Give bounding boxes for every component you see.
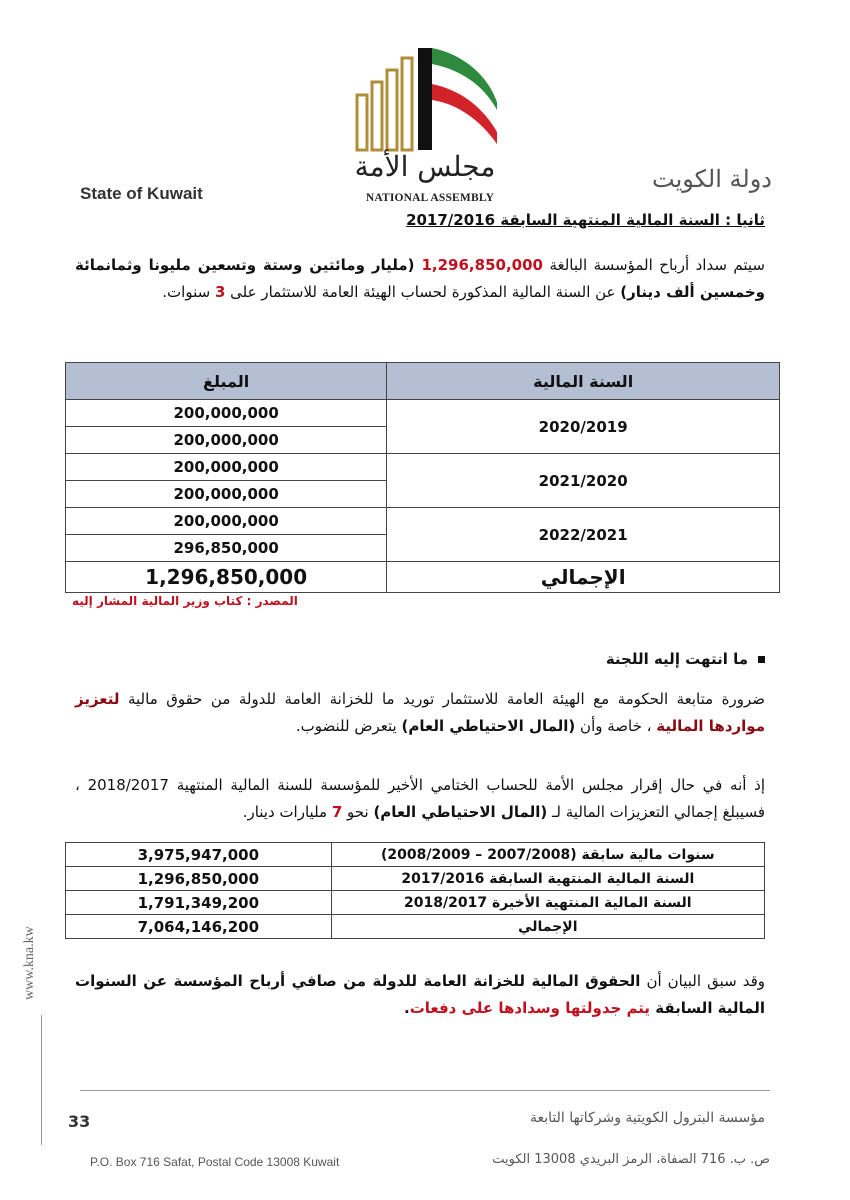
closing-text-a: وقد سبق البيان أن — [640, 972, 765, 990]
intro-amount: 1,296,850,000 — [421, 256, 543, 274]
p2-text-a: إذ أنه في حال إقرار مجلس الأمة للحساب الختامي الأخير للمؤسسة للسنة المالية المنتهية 2018/2017 ، فسيبلغ إجمالي التعزيزات المالية لـ — [75, 776, 766, 821]
year-cell: 2022/2021 — [387, 508, 780, 562]
p1-text-e: يتعرض للنضوب. — [295, 717, 402, 735]
total-row — [66, 562, 780, 593]
amount-cell: 200,000,000 — [66, 400, 387, 427]
total-label: الإجمالي — [331, 915, 764, 939]
header-amount: المبلغ — [66, 363, 387, 400]
closing-highlight: يتم جدولتها وسدادها على دفعات — [409, 999, 656, 1017]
p1-text-c: ، خاصة وأن — [575, 717, 657, 735]
state-of-kuwait-en: State of Kuwait — [80, 184, 203, 203]
amount-cell: 3,975,947,000 — [66, 843, 332, 867]
logo-black-stripe — [418, 48, 432, 150]
closing-text-b: الحقوق المالية للخزانة العامة للدولة من صافي أرباح المؤسسة عن السنوات المالية السابقة — [75, 972, 765, 1017]
website-url: www.kna.kw — [22, 926, 37, 1000]
total-label: الإجمالي — [387, 562, 780, 593]
footer-organization: مؤسسة البترول الكويتية وشركاتها التابعة — [529, 1110, 765, 1126]
intro-text-3: عن السنة المالية المذكورة لحساب الهيئة العامة للاستثمار على — [225, 283, 621, 301]
footer-divider — [80, 1090, 770, 1091]
logo-english-name: NATIONAL ASSEMBLY — [365, 192, 495, 204]
payment-schedule-table — [65, 362, 780, 593]
table-row — [66, 454, 780, 481]
intro-text-1: سيتم سداد أرباح المؤسسة البالغة — [542, 256, 766, 274]
committee-heading — [606, 650, 765, 668]
intro-paragraph — [75, 252, 765, 306]
footer-address-en: P.O. Box 716 Safat, Postal Code 13008 Kuwait — [90, 1155, 340, 1169]
intro-amount-words: (مليار ومائتين وستة وتسعين مليونا وثمانمائة وخمسين ألف دينار) — [75, 256, 765, 301]
committee-heading-text: ما انتهت إليه اللجنة — [605, 650, 748, 668]
total-row — [66, 915, 765, 939]
intro-years-number: 3 — [214, 283, 226, 301]
table-header-row — [66, 363, 780, 400]
logo-arabic-name: مجلس الأمة — [354, 150, 496, 183]
total-amount: 1,296,850,000 — [66, 562, 387, 593]
table-row — [66, 843, 765, 867]
amount-cell: 296,850,000 — [66, 535, 387, 562]
description-cell: السنة المالية المنتهية السابقة 2017/2016 — [331, 867, 764, 891]
reserve-summary-table — [65, 842, 765, 939]
total-amount: 7,064,146,200 — [66, 915, 332, 939]
p1-highlight: لتعزيز مواردها المالية — [75, 690, 765, 735]
side-divider — [41, 1015, 42, 1145]
table-row — [66, 508, 780, 535]
year-cell: 2021/2020 — [387, 454, 780, 508]
p2-reserve: (المال الاحتياطي العام) — [373, 803, 548, 821]
table-row — [66, 867, 765, 891]
intro-years-word: سنوات. — [162, 283, 215, 301]
committee-paragraph-1 — [75, 686, 765, 740]
table-row — [66, 891, 765, 915]
section-title: ثانيا : السنة المالية المنتهية السابقة 2017/2016 — [406, 211, 765, 229]
description-cell: سنوات مالية سابقة (2007/2008 – 2008/2009) — [331, 843, 764, 867]
header-fiscal-year: السنة المالية — [387, 363, 780, 400]
committee-paragraph-2 — [75, 772, 765, 826]
amount-cell: 200,000,000 — [66, 427, 387, 454]
amount-cell: 200,000,000 — [66, 481, 387, 508]
p2-number: 7 — [331, 803, 343, 821]
state-of-kuwait-ar: دولة الكويت — [652, 165, 772, 193]
amount-cell: 200,000,000 — [66, 454, 387, 481]
amount-cell: 1,791,349,200 — [66, 891, 332, 915]
closing-period: . — [403, 999, 410, 1017]
amount-cell: 1,296,850,000 — [66, 867, 332, 891]
p1-text-a: ضرورة متابعة الحكومة مع الهيئة العامة للاستثمار توريد ما للخزانة العامة للدولة من حقوق مالية — [119, 690, 765, 708]
year-cell: 2020/2019 — [387, 400, 780, 454]
p2-text-d: مليارات دينار. — [242, 803, 332, 821]
footer-address-ar: ص. ب. 716 الصفاة، الرمز البريدي 13008 الكويت — [492, 1152, 770, 1167]
logo-bars — [357, 58, 412, 150]
page-number: 33 — [68, 1112, 91, 1131]
closing-paragraph — [75, 968, 765, 1022]
p2-text-c: نحو — [342, 803, 374, 821]
amount-cell: 200,000,000 — [66, 508, 387, 535]
description-cell: السنة المالية المنتهية الأخيرة 2018/2017 — [331, 891, 764, 915]
source-note: المصدر : كتاب وزير المالية المشار إليه — [72, 594, 298, 608]
table-row — [66, 400, 780, 427]
p1-reserve: (المال الاحتياطي العام) — [401, 717, 576, 735]
bullet-icon — [758, 656, 765, 663]
